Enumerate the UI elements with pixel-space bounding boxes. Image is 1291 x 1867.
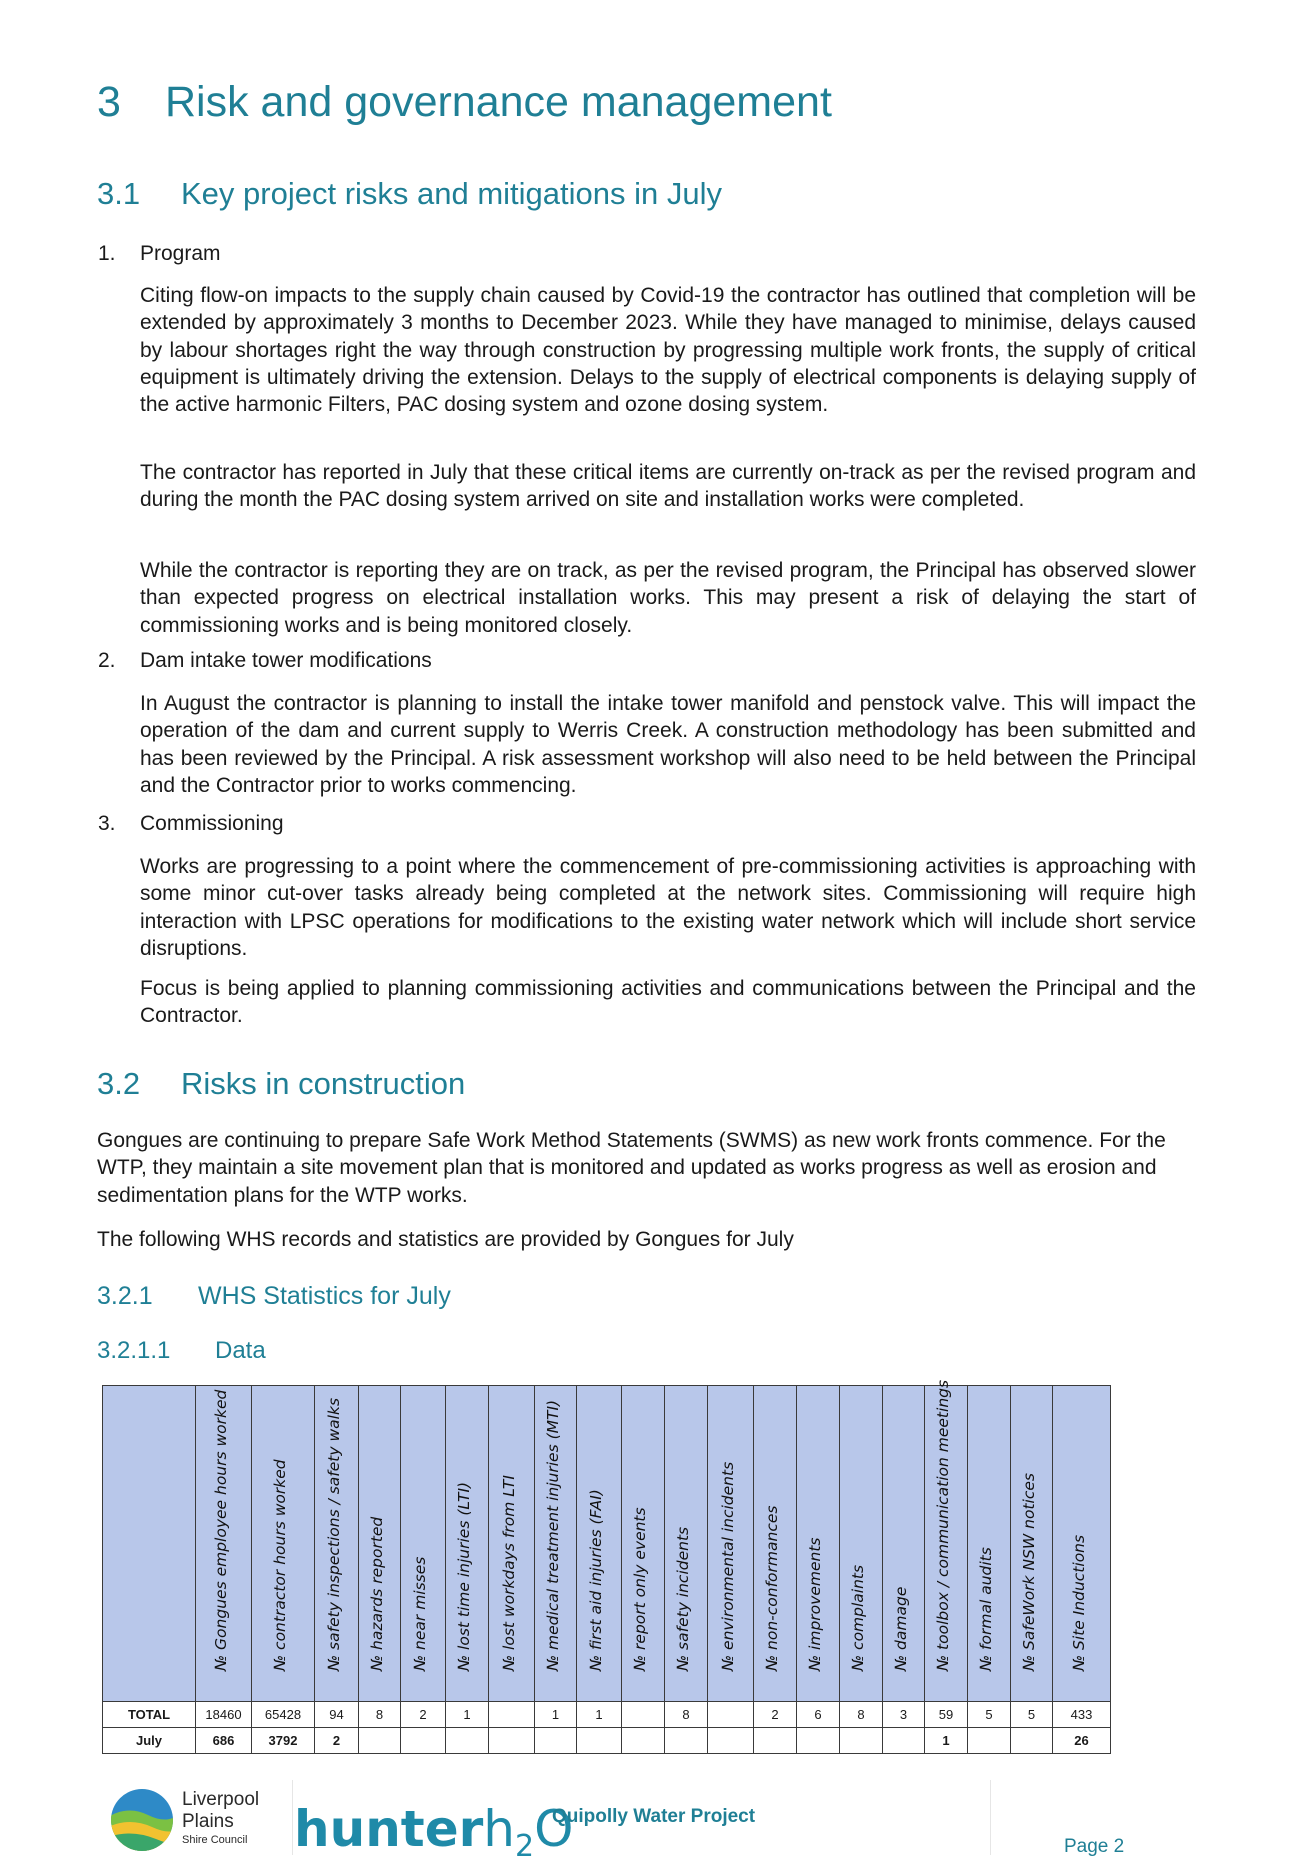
column-header-label: № safety incidents: [674, 1526, 692, 1671]
column-header-label: № SafeWork NSW notices: [1019, 1473, 1038, 1671]
table-cell: [708, 1728, 754, 1754]
column-header: [577, 1386, 622, 1702]
page-number: Page 2: [1064, 1836, 1125, 1857]
table-cell: 2: [401, 1702, 446, 1728]
construction-paragraph-2: The following WHS records and statistics are provided by Gongues for July: [97, 1228, 794, 1251]
table-cell: [489, 1728, 535, 1754]
column-header-label: № Gongues employee hours worked: [211, 1389, 230, 1671]
table-cell: 18460: [196, 1702, 252, 1728]
dam-intake-paragraph: In August the contractor is planning to install the intake tower manifold and penstock valve. This will impact the operation of the dam and current supply to Werris Creek. A construction methodology has been submitted and has been reviewed by the Principal. A risk assessment workshop will also need to be held between the Principal and the Contractor prior to works commencing.: [140, 692, 1196, 797]
table-cell: 2: [754, 1702, 797, 1728]
column-header-label: № damage: [891, 1586, 910, 1671]
column-header: [665, 1386, 708, 1702]
list-item-dam-intake: 2. Dam intake tower modifications: [98, 649, 432, 672]
table-row: [103, 1728, 1111, 1754]
column-header: [708, 1386, 754, 1702]
column-header: [489, 1386, 535, 1702]
list-item-commissioning: 3. Commissioning: [98, 812, 284, 835]
table-cell: 6: [797, 1702, 840, 1728]
heading-3-2-1-1: 3.2.1.1 Data: [97, 1337, 266, 1364]
table-cell: [359, 1728, 401, 1754]
column-header: [446, 1386, 489, 1702]
table-cell: [708, 1702, 754, 1728]
table-cell: [446, 1728, 489, 1754]
column-header-label: № environmental incidents: [718, 1461, 737, 1671]
table-cell: 26: [1053, 1728, 1111, 1754]
column-header-label: № first aid injuries (FAI): [587, 1489, 605, 1671]
table-cell: [489, 1702, 535, 1728]
column-header: [925, 1379, 968, 1702]
column-header-label: № improvements: [806, 1537, 824, 1671]
heading-3-2: 3.2 Risks in construction: [97, 1066, 466, 1101]
table-cell: 686: [196, 1728, 252, 1754]
table-cell: [535, 1728, 577, 1754]
table-cell: 2: [315, 1728, 359, 1754]
table-row: [103, 1702, 1111, 1728]
column-header-label: № contractor hours worked: [271, 1459, 289, 1671]
heading-title: Risk and governance management: [165, 78, 832, 126]
column-header-label: № complaints: [849, 1564, 867, 1671]
table-cell: 8: [359, 1702, 401, 1728]
column-header-label: № lost workdays from LTI: [499, 1475, 518, 1671]
table-cell: 3792: [252, 1728, 315, 1754]
footer-divider-right: [990, 1780, 991, 1855]
table-cell: 1: [577, 1702, 622, 1728]
heading-3: [97, 78, 832, 127]
table-cell: 59: [925, 1702, 968, 1728]
table-cell: 5: [968, 1702, 1011, 1728]
table-cell: 433: [1053, 1702, 1111, 1728]
column-header-label: № lost time injuries (LTI): [455, 1481, 473, 1671]
column-header: [622, 1386, 665, 1702]
column-header: [883, 1386, 925, 1702]
program-paragraph-3: While the contractor is reporting they are on track, as per the revised program, the Principal has observed slower than expected progress on electrical installation works. This may present a risk of delaying the start of commissioning works and is being monitored closely.: [140, 559, 1196, 637]
table-cell: 8: [840, 1702, 883, 1728]
list-item-program: 1. Program: [98, 242, 221, 265]
program-paragraph-1: Citing flow-on impacts to the supply chain caused by Covid-19 the contractor has outlined that completion will be extended by approximately 3 months to December 2023. While they have managed to minimise, delays caused by labour shortages right the way through construction by progressing multiple work fronts, the supply of critical equipment is ultimately driving the extension. Delays to the supply of electrical components is delaying supply of the active harmonic Filters, PAC dosing system and ozone dosing system.: [140, 284, 1196, 417]
table-cell: [754, 1728, 797, 1754]
row-label: July: [103, 1728, 196, 1754]
heading-3-1: 3.1 Key project risks and mitigations in July: [97, 176, 723, 211]
column-header: [840, 1386, 883, 1702]
column-header: [1053, 1386, 1111, 1702]
program-paragraph-2: The contractor has reported in July that these critical items are currently on-track as per the revised program and during the month the PAC dosing system arrived on site and installation works were completed.: [140, 461, 1196, 512]
table-cell: 94: [315, 1702, 359, 1728]
column-header: [252, 1386, 315, 1702]
table-cell: 3: [883, 1702, 925, 1728]
column-header: [315, 1386, 359, 1702]
project-name: Quipolly Water Project: [552, 1806, 756, 1827]
table-cell: [401, 1728, 446, 1754]
row-label: TOTAL: [103, 1702, 196, 1728]
column-header: [797, 1386, 840, 1702]
column-header-label: № formal audits: [977, 1547, 995, 1671]
column-header: [968, 1386, 1011, 1702]
column-header: [1011, 1386, 1053, 1702]
column-header-label: № toolbox / communication meetings: [934, 1379, 952, 1671]
footer-divider: [292, 1780, 293, 1855]
liverpool-plains-logo: [108, 1787, 180, 1853]
column-header: [535, 1386, 577, 1702]
table-cell: [577, 1728, 622, 1754]
table-cell: 8: [665, 1702, 708, 1728]
table-cell: [883, 1728, 925, 1754]
construction-paragraph-1: Gongues are continuing to prepare Safe Work Method Statements (SWMS) as new work fronts commence. For the WTP, they maintain a site movement plan that is monitored and updated as works progress as well as erosion and sedimentation plans for the WTP works.: [97, 1129, 1166, 1207]
table-cell: [968, 1728, 1011, 1754]
commissioning-paragraph-2: Focus is being applied to planning commissioning activities and communications between the Principal and the Contractor.: [140, 977, 1196, 1028]
column-header-label: № safety inspections / safety walks: [324, 1397, 343, 1671]
column-header: [359, 1386, 401, 1702]
table-cell: 1: [535, 1702, 577, 1728]
table-cell: 1: [925, 1728, 968, 1754]
whs-statistics-table: [102, 1379, 1111, 1754]
column-header: [401, 1386, 446, 1702]
table-cell: [622, 1702, 665, 1728]
table-cell: 1: [446, 1702, 489, 1728]
table-cell: [797, 1728, 840, 1754]
column-header-label: № near misses: [411, 1556, 429, 1671]
column-header: [754, 1386, 797, 1702]
table-cell: [665, 1728, 708, 1754]
table-cell: 5: [1011, 1702, 1053, 1728]
commissioning-paragraph-1: Works are progressing to a point where the commencement of pre-commissioning activities is approaching with some minor cut-over tasks already being completed at the network sites. Commissioning will require high interaction with LPSC operations for modifications to the existing water network which will include short service disruptions.: [140, 855, 1196, 960]
council-name: Liverpool Plains Shire Council: [182, 1789, 260, 1846]
table-cell: [1011, 1728, 1053, 1754]
column-header: [196, 1386, 252, 1702]
column-header-label: № Site Inductions: [1069, 1534, 1088, 1671]
heading-3-2-1: 3.2.1 WHS Statistics for July: [97, 1282, 451, 1310]
column-header-label: № non-conformances: [763, 1505, 781, 1671]
table-cell: [840, 1728, 883, 1754]
column-header-label: № report only events: [631, 1507, 649, 1671]
heading-number: 3: [97, 78, 121, 126]
table-cell: [622, 1728, 665, 1754]
table-cell: 65428: [252, 1702, 315, 1728]
table-header-row: [103, 1386, 1111, 1702]
hunter-h2o-logo: hunterh$_2$O: [294, 1800, 574, 1864]
table-corner-cell: [103, 1386, 196, 1702]
column-header-label: № hazards reported: [367, 1516, 386, 1671]
column-header-label: № medical treatment injuries (MTI): [543, 1399, 562, 1671]
